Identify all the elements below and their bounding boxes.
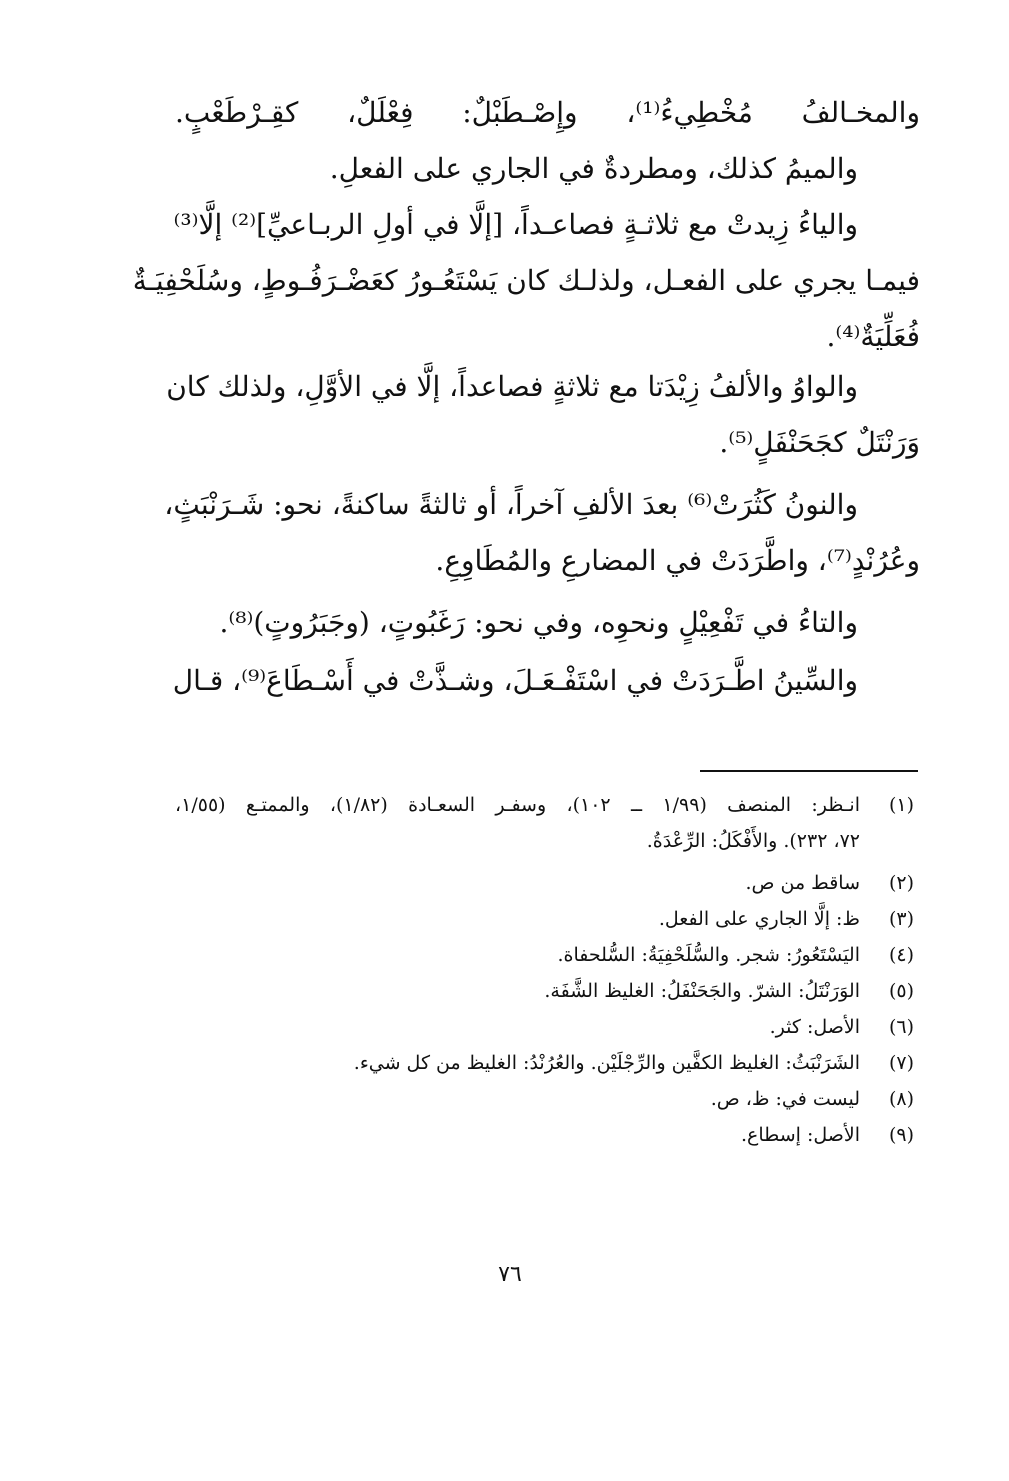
footnote-4: [175, 937, 920, 973]
footnote-text-line: اليَسْتَعُورُ: شجر. والسُّلَحْفِيَةُ: السُّلحفاة.: [557, 944, 860, 966]
footnote-number: (١): [888, 794, 914, 816]
footnote-9: [175, 1117, 920, 1153]
footnote-text-line: انـظر: المنصف (١/٩٩ ــ ١٠٢)، وسفـر السعـادة (١/٨٢)، والممتـع (١/٥٥،: [175, 794, 861, 816]
body-line-9: وعُرُنْدٍ⁽⁷⁾، واطَّرَدَتْ في المضارعِ والمُطَاوِعِ.: [435, 544, 920, 577]
footnote-5: [175, 973, 920, 1009]
footnotes: [175, 787, 920, 1153]
footnote-text-line: الأصل: إسطاع.: [740, 1124, 860, 1146]
footnote-number: (٦): [888, 1016, 914, 1038]
footnote-text-line: ظ: إلَّا الجاري على الفعل.: [658, 908, 860, 930]
footnote-text-line: الوَرَنْتَلُ: الشرّ. والجَحَنْفَلُ: الغليظ الشَّفَة.: [544, 980, 860, 1002]
body-line-1: والمخـالفُ مُخْطِيءُ⁽¹⁾، وإِصْـطَبْلٌ: فِعْلَلٌ، كقِـرْطَعْبٍ.: [175, 96, 920, 129]
footnote-text-line: الأصل: كثر.: [769, 1016, 860, 1038]
footnote-separator: [700, 770, 918, 772]
footnote-number: (٢): [888, 872, 914, 894]
footnote-number: (٩): [888, 1124, 914, 1146]
footnote-6: [175, 1009, 920, 1045]
footnote-2: [175, 865, 920, 901]
footnote-text-line: ٧٢، ٢٣٢). والأَفْكَلُ: الرِّعْدَةُ.: [646, 830, 860, 852]
footnote-1: [175, 787, 920, 859]
page-number: ٧٦: [498, 1262, 522, 1287]
body-line-3: والياءُ زِيدتْ مع ثلاثـةٍ فصاعـداً، [إلَّا في أولِ الربـاعيِّ]⁽²⁾ إلَّا⁽³⁾: [173, 208, 858, 241]
footnote-number: (٨): [888, 1088, 914, 1110]
body-line-7: وَرَنْتَلٌ كجَحَنْفَلٍ⁽⁵⁾.: [719, 426, 920, 459]
footnote-8: [175, 1081, 920, 1117]
body-line-4: فيمـا يجري على الفعـل، ولذلـك كان يَسْتَعُـورُ كعَضْـرَفُـوطٍ، وسُلَحْفِيَـةٌ: [132, 264, 920, 297]
footnote-number: (٧): [888, 1052, 914, 1074]
body-line-6: والواوُ والألفُ زِيْدَتا مع ثلاثةٍ فصاعداً، إلَّا في الأوَّلِ، ولذلك كان: [166, 370, 858, 403]
body-line-8: والنونُ كَثُرَتْ⁽⁶⁾ بعدَ الألفِ آخراً، أو ثالثةً ساكنةً، نحو: شَـرَنْبَثٍ،: [164, 488, 858, 521]
body-line-11: والسِّينُ اطَّـرَدَتْ في اسْتَفْـعَـلَ، وشـذَّتْ في أَسْـطَاعَ⁽⁹⁾، قـال: [172, 664, 858, 697]
main-text: [132, 88, 920, 712]
body-line-2: والميمُ كذلك، ومطردةٌ في الجاري على الفعلِ.: [329, 152, 858, 185]
footnote-text-line: ساقط من ص.: [745, 872, 860, 894]
footnote-number: (٣): [888, 908, 914, 930]
footnote-number: (٤): [888, 944, 914, 966]
footnote-text-line: الشَرَنْبَثُ: الغليظ الكفَّين والرِّجْلَيْن. والعُرُنْدُ: الغليظ من كل شيء.: [353, 1052, 860, 1074]
footnote-number: (٥): [888, 980, 914, 1002]
footnote-3: [175, 901, 920, 937]
body-line-5: فُعَلِّيَةٌ⁽⁴⁾.: [826, 320, 920, 353]
body-line-10: والتاءُ في تَفْعِيْلٍ ونحوِه، وفي نحو: رَغَبُوتٍ، (وجَبَرُوتٍ)⁽⁸⁾.: [219, 606, 858, 639]
footnote-text-line: ليست في: ظ، ص.: [710, 1088, 860, 1110]
footnote-7: [175, 1045, 920, 1081]
